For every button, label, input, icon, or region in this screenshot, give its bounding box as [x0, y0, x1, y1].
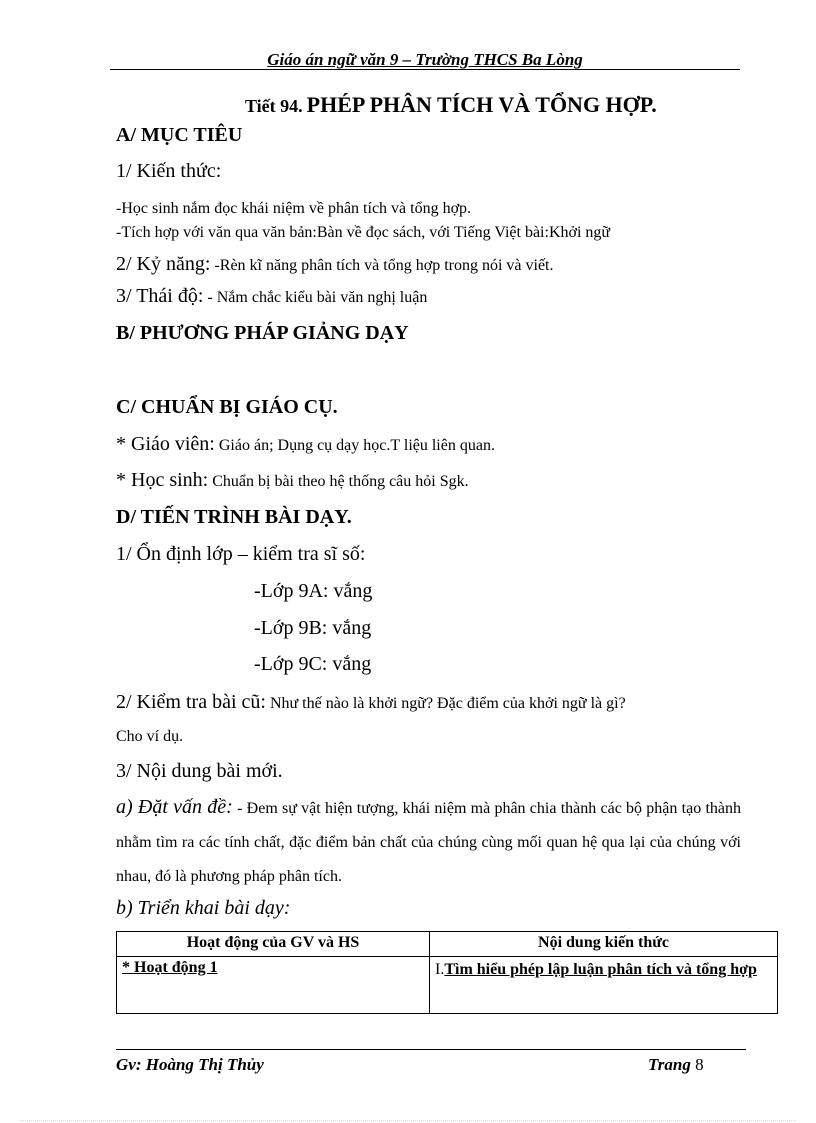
- page-number: 8: [695, 1055, 704, 1074]
- lesson-number: Tiết 94.: [245, 96, 303, 116]
- lesson-title: [245, 92, 657, 118]
- intro-text: - Đem sự vật hiện tượng, khái niệm mà phân chia thành các bộ phận tạo thành nhằm tìm ra các tính chất, đặc điểm bản chất của chúng cùng mối quan hệ qua lại của chúng với nhau, đó là phương pháp phân tích.: [116, 800, 742, 885]
- footer-rule: [116, 1049, 746, 1050]
- skill-line: [116, 253, 554, 276]
- lesson-name: PHÉP PHÂN TÍCH VÀ TỔNG HỢP.: [306, 92, 657, 117]
- intro-label: a) Đặt vấn đề:: [116, 796, 233, 818]
- teacher-text: Giáo án; Dụng cụ dạy học.T liệu liên quan.: [214, 437, 495, 454]
- develop-label: b) Triển khai bài dạy:: [116, 897, 291, 919]
- teacher-line: [116, 433, 495, 456]
- attitude-line: [116, 285, 427, 308]
- content-prefix: I.: [435, 961, 445, 978]
- step-2-text: Như thế nào là khởi ngữ? Đặc điểm của khởi ngữ là gì?: [265, 695, 626, 712]
- lesson-table: [116, 931, 778, 1014]
- table-cell-content: [430, 957, 778, 1014]
- knowledge-line-2: -Tích hợp với văn qua văn bản:Bàn về đọc sách, với Tiếng Việt bài:Khởi ngữ: [116, 224, 611, 241]
- skill-label: 2/ Kỷ năng:: [116, 253, 211, 275]
- header-title: Giáo án ngữ văn 9 – Trường THCS Ba Lòng: [267, 50, 583, 69]
- class-9c: -Lớp 9C: vắng: [254, 653, 372, 675]
- step-2-cont: Cho ví dụ.: [116, 728, 184, 745]
- header-rule: [110, 69, 740, 70]
- section-a-heading: A/ MỤC TIÊU: [116, 124, 243, 146]
- section-b-heading: B/ PHƯƠNG PHÁP GIẢNG DẠY: [116, 322, 409, 344]
- section-d-heading: D/ TIẾN TRÌNH BÀI DẠY.: [116, 506, 352, 528]
- activity-1: * Hoạt động 1: [122, 959, 218, 976]
- student-line: [116, 469, 469, 492]
- step-2-line: [116, 691, 626, 714]
- page-edge: [20, 1120, 796, 1121]
- class-9a: -Lớp 9A: vắng: [254, 580, 373, 602]
- section-c-heading: C/ CHUẨN BỊ GIÁO CỤ.: [116, 396, 338, 418]
- table-header-row: [117, 932, 778, 957]
- page-label: Trang: [648, 1055, 691, 1074]
- knowledge-line-1: -Học sinh nắm đọc khái niệm về phân tích và tổng hợp.: [116, 200, 472, 217]
- content-heading: Tìm hiểu phép lập luận phân tích và tổng hợp: [444, 961, 757, 978]
- table-row: [117, 957, 778, 1014]
- table-cell-activity: [117, 957, 430, 1014]
- table-header-activity: Hoạt động của GV và HS: [117, 932, 430, 957]
- student-text: Chuẩn bị bài theo hệ thống câu hỏi Sgk.: [208, 473, 469, 490]
- attitude-label: 3/ Thái độ:: [116, 285, 204, 307]
- teacher-label: * Giáo viên:: [116, 433, 215, 455]
- step-2-label: 2/ Kiểm tra bài cũ:: [116, 691, 266, 713]
- step-1: 1/ Ổn định lớp – kiểm tra sĩ số:: [116, 543, 366, 565]
- class-9b: -Lớp 9B: vắng: [254, 617, 372, 639]
- student-label: * Học sinh:: [116, 469, 209, 491]
- knowledge-label: 1/ Kiến thức:: [116, 160, 222, 182]
- step-3: 3/ Nội dung bài mới.: [116, 760, 283, 782]
- intro-paragraph: [116, 790, 741, 894]
- attitude-text: - Nắm chắc kiểu bài văn nghị luận: [203, 289, 428, 306]
- table-header-content: Nội dung kiến thức: [430, 932, 778, 957]
- footer-page: [648, 1055, 704, 1075]
- skill-text: -Rèn kĩ năng phân tích và tổng hợp trong nói và viết.: [210, 257, 554, 274]
- footer-author: Gv: Hoàng Thị Thủy: [116, 1055, 264, 1074]
